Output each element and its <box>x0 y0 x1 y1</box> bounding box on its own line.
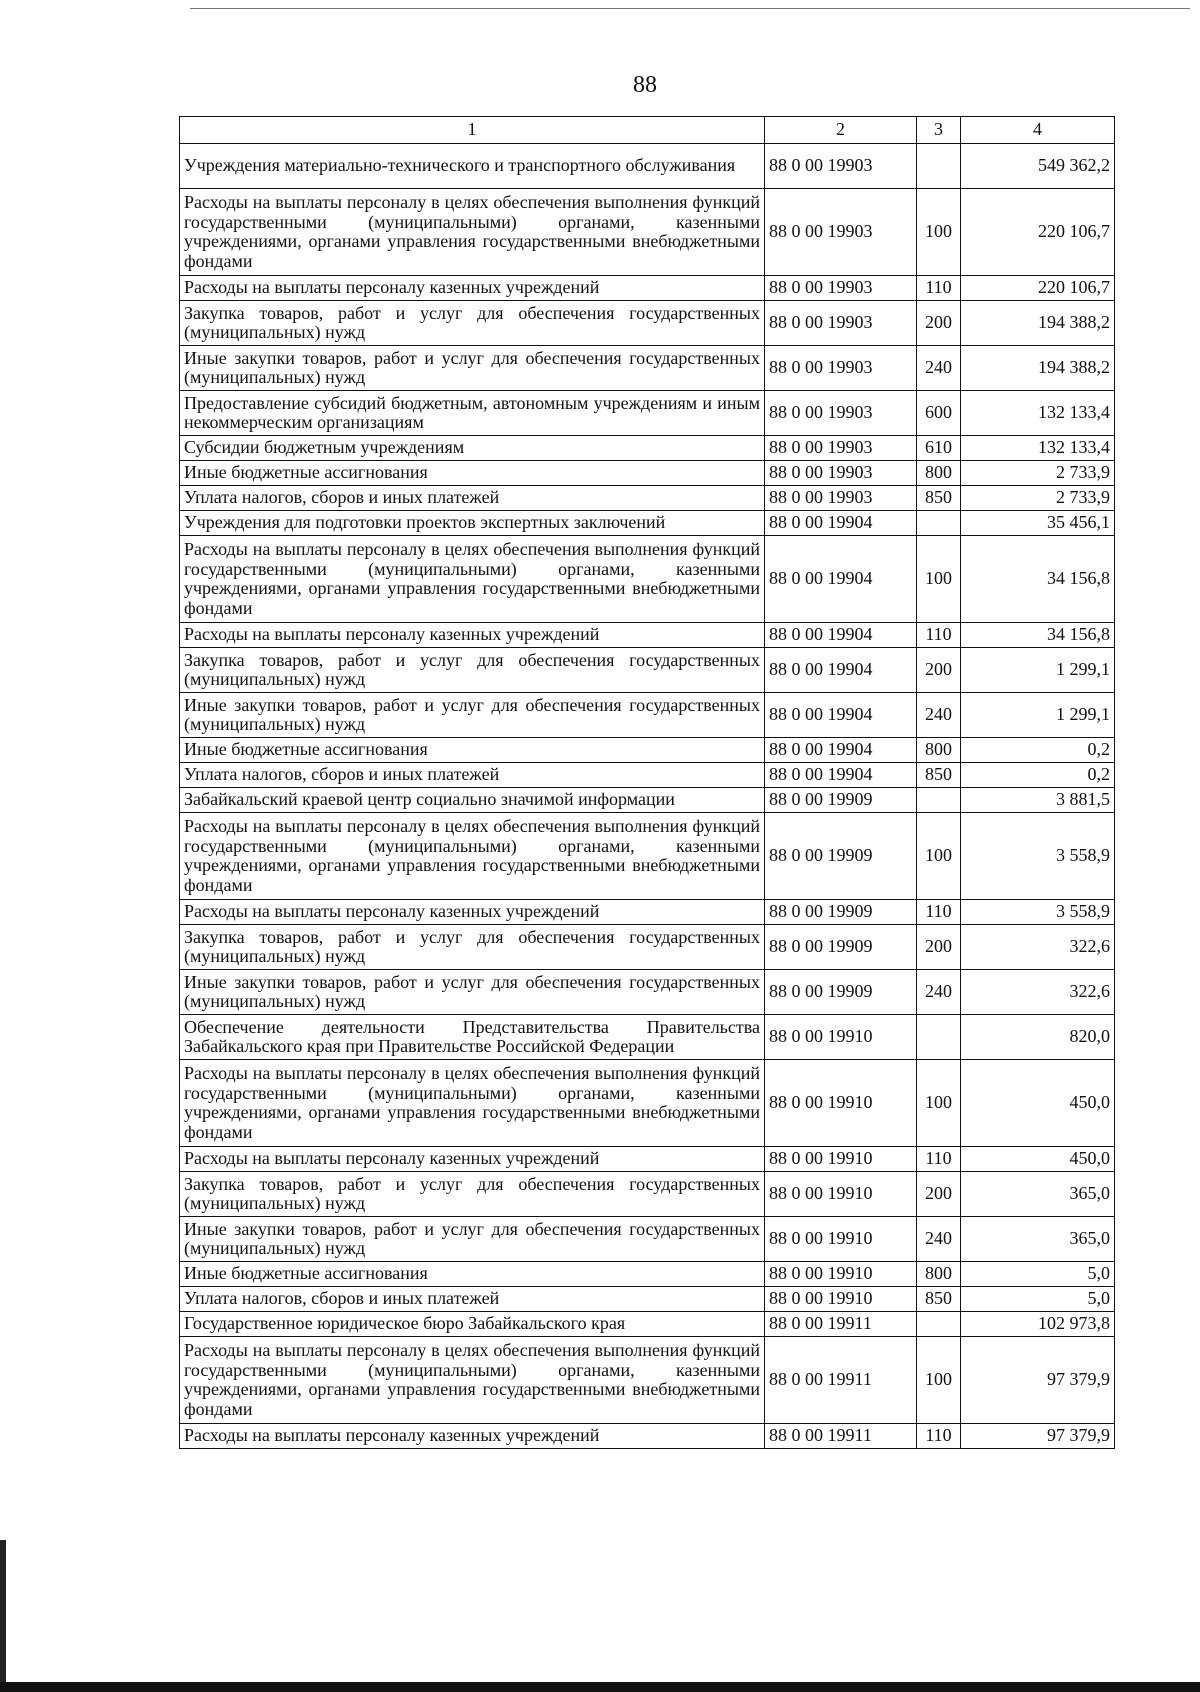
table-row <box>180 1337 1115 1424</box>
row-sum-cell: 5,0 <box>961 1287 1115 1312</box>
row-sum-cell: 1 299,1 <box>961 693 1115 738</box>
row-code-cell: 88 0 00 19910 <box>765 1015 917 1060</box>
row-sum-cell: 0,2 <box>961 738 1115 763</box>
row-name-cell: Обеспечение деятельности Представительства Правительства Забайкальского края при Правительстве Российской Федерации <box>180 1015 765 1060</box>
table-row <box>180 693 1115 738</box>
row-code-cell: 88 0 00 19910 <box>765 1172 917 1217</box>
table-row <box>180 623 1115 648</box>
row-name-cell: Забайкальский краевой центр социально значимой информации <box>180 788 765 813</box>
table-row <box>180 900 1115 925</box>
row-sum-cell: 194 388,2 <box>961 346 1115 391</box>
row-code-cell: 88 0 00 19909 <box>765 970 917 1015</box>
row-name-cell: Расходы на выплаты персоналу казенных учреждений <box>180 623 765 648</box>
row-sum-cell: 132 133,4 <box>961 391 1115 436</box>
scan-edge-shadow <box>0 1540 6 1692</box>
table-row <box>180 1217 1115 1262</box>
scan-edge-line <box>190 8 1190 9</box>
row-expense-type-cell <box>917 144 961 189</box>
table-row <box>180 301 1115 346</box>
row-code-cell: 88 0 00 19910 <box>765 1262 917 1287</box>
row-name-cell: Иные бюджетные ассигнования <box>180 738 765 763</box>
row-sum-cell: 322,6 <box>961 970 1115 1015</box>
row-code-cell: 88 0 00 19911 <box>765 1337 917 1424</box>
row-expense-type-cell: 240 <box>917 346 961 391</box>
row-expense-type-cell: 100 <box>917 813 961 900</box>
row-sum-cell: 2 733,9 <box>961 486 1115 511</box>
row-code-cell: 88 0 00 19903 <box>765 346 917 391</box>
row-code-cell: 88 0 00 19903 <box>765 301 917 346</box>
row-expense-type-cell: 850 <box>917 1287 961 1312</box>
row-sum-cell: 220 106,7 <box>961 189 1115 276</box>
row-expense-type-cell: 200 <box>917 925 961 970</box>
row-code-cell: 88 0 00 19909 <box>765 813 917 900</box>
row-sum-cell: 97 379,9 <box>961 1337 1115 1424</box>
row-code-cell: 88 0 00 19903 <box>765 189 917 276</box>
table-row <box>180 144 1115 189</box>
row-expense-type-cell: 110 <box>917 900 961 925</box>
row-name-cell: Уплата налогов, сборов и иных платежей <box>180 486 765 511</box>
table-row <box>180 970 1115 1015</box>
table-row <box>180 1015 1115 1060</box>
table-row <box>180 511 1115 536</box>
row-name-cell: Иные бюджетные ассигнования <box>180 461 765 486</box>
row-name-cell: Расходы на выплаты персоналу в целях обеспечения выполнения функций государственными (муниципальными) органами, казенными учреждениями, органами управления государственными внебюджетными фондами <box>180 189 765 276</box>
scan-bottom-border <box>0 1682 1200 1692</box>
row-sum-cell: 322,6 <box>961 925 1115 970</box>
table-row <box>180 1424 1115 1449</box>
row-expense-type-cell <box>917 511 961 536</box>
row-name-cell: Предоставление субсидий бюджетным, автономным учреждениям и иным некоммерческим организациям <box>180 391 765 436</box>
row-name-cell: Расходы на выплаты персоналу в целях обеспечения выполнения функций государственными (муниципальными) органами, казенными учреждениями, органами управления государственными внебюджетными фондами <box>180 813 765 900</box>
row-name-cell: Расходы на выплаты персоналу казенных учреждений <box>180 1147 765 1172</box>
row-name-cell: Иные закупки товаров, работ и услуг для обеспечения государственных (муниципальных) нужд <box>180 1217 765 1262</box>
page-number: 88 <box>633 72 657 98</box>
row-name-cell: Закупка товаров, работ и услуг для обеспечения государственных (муниципальных) нужд <box>180 648 765 693</box>
row-expense-type-cell <box>917 1312 961 1337</box>
row-sum-cell: 3 881,5 <box>961 788 1115 813</box>
row-code-cell: 88 0 00 19904 <box>765 536 917 623</box>
row-code-cell: 88 0 00 19903 <box>765 144 917 189</box>
row-code-cell: 88 0 00 19904 <box>765 648 917 693</box>
table-row <box>180 436 1115 461</box>
budget-table <box>179 116 1115 1449</box>
row-name-cell: Иные закупки товаров, работ и услуг для обеспечения государственных (муниципальных) нужд <box>180 970 765 1015</box>
row-name-cell: Закупка товаров, работ и услуг для обеспечения государственных (муниципальных) нужд <box>180 1172 765 1217</box>
row-code-cell: 88 0 00 19911 <box>765 1312 917 1337</box>
row-expense-type-cell: 100 <box>917 1060 961 1147</box>
row-expense-type-cell: 200 <box>917 648 961 693</box>
table-body <box>180 144 1115 1449</box>
row-name-cell: Учреждения материально-технического и транспортного обслуживания <box>180 144 765 189</box>
table-row <box>180 1312 1115 1337</box>
row-sum-cell: 132 133,4 <box>961 436 1115 461</box>
table-row <box>180 648 1115 693</box>
row-sum-cell: 3 558,9 <box>961 813 1115 900</box>
column-header-sum: 4 <box>961 117 1115 144</box>
row-expense-type-cell <box>917 1015 961 1060</box>
row-expense-type-cell: 200 <box>917 1172 961 1217</box>
row-sum-cell: 365,0 <box>961 1217 1115 1262</box>
row-expense-type-cell: 200 <box>917 301 961 346</box>
table-row <box>180 1262 1115 1287</box>
row-sum-cell: 34 156,8 <box>961 536 1115 623</box>
row-sum-cell: 1 299,1 <box>961 648 1115 693</box>
table-row <box>180 189 1115 276</box>
row-code-cell: 88 0 00 19911 <box>765 1424 917 1449</box>
table-row <box>180 1287 1115 1312</box>
row-code-cell: 88 0 00 19909 <box>765 900 917 925</box>
table-row <box>180 925 1115 970</box>
row-expense-type-cell: 100 <box>917 536 961 623</box>
row-expense-type-cell: 100 <box>917 1337 961 1424</box>
row-sum-cell: 194 388,2 <box>961 301 1115 346</box>
row-name-cell: Уплата налогов, сборов и иных платежей <box>180 1287 765 1312</box>
row-sum-cell: 2 733,9 <box>961 461 1115 486</box>
row-expense-type-cell: 240 <box>917 1217 961 1262</box>
row-expense-type-cell: 240 <box>917 693 961 738</box>
table-row <box>180 738 1115 763</box>
row-code-cell: 88 0 00 19904 <box>765 693 917 738</box>
row-name-cell: Иные закупки товаров, работ и услуг для обеспечения государственных (муниципальных) нужд <box>180 693 765 738</box>
row-code-cell: 88 0 00 19903 <box>765 436 917 461</box>
row-code-cell: 88 0 00 19903 <box>765 461 917 486</box>
row-name-cell: Расходы на выплаты персоналу в целях обеспечения выполнения функций государственными (муниципальными) органами, казенными учреждениями, органами управления государственными внебюджетными фондами <box>180 536 765 623</box>
row-expense-type-cell: 850 <box>917 763 961 788</box>
table-row <box>180 1060 1115 1147</box>
row-sum-cell: 102 973,8 <box>961 1312 1115 1337</box>
column-header-code: 2 <box>765 117 917 144</box>
row-sum-cell: 35 456,1 <box>961 511 1115 536</box>
row-name-cell: Расходы на выплаты персоналу в целях обеспечения выполнения функций государственными (муниципальными) органами, казенными учреждениями, органами управления государственными внебюджетными фондами <box>180 1060 765 1147</box>
column-header-name: 1 <box>180 117 765 144</box>
row-sum-cell: 5,0 <box>961 1262 1115 1287</box>
row-name-cell: Субсидии бюджетным учреждениям <box>180 436 765 461</box>
row-name-cell: Закупка товаров, работ и услуг для обеспечения государственных (муниципальных) нужд <box>180 301 765 346</box>
table-row <box>180 763 1115 788</box>
row-expense-type-cell: 110 <box>917 623 961 648</box>
row-expense-type-cell <box>917 788 961 813</box>
row-sum-cell: 820,0 <box>961 1015 1115 1060</box>
row-expense-type-cell: 600 <box>917 391 961 436</box>
row-code-cell: 88 0 00 19904 <box>765 738 917 763</box>
row-sum-cell: 450,0 <box>961 1060 1115 1147</box>
row-name-cell: Расходы на выплаты персоналу казенных учреждений <box>180 1424 765 1449</box>
row-expense-type-cell: 240 <box>917 970 961 1015</box>
row-name-cell: Расходы на выплаты персоналу в целях обеспечения выполнения функций государственными (муниципальными) органами, казенными учреждениями, органами управления государственными внебюджетными фондами <box>180 1337 765 1424</box>
table-row <box>180 813 1115 900</box>
table-row <box>180 536 1115 623</box>
row-code-cell: 88 0 00 19904 <box>765 511 917 536</box>
table-row <box>180 461 1115 486</box>
table-header-row <box>180 117 1115 144</box>
table-row <box>180 486 1115 511</box>
row-name-cell: Закупка товаров, работ и услуг для обеспечения государственных (муниципальных) нужд <box>180 925 765 970</box>
row-name-cell: Расходы на выплаты персоналу казенных учреждений <box>180 276 765 301</box>
row-expense-type-cell: 800 <box>917 1262 961 1287</box>
table-row <box>180 1147 1115 1172</box>
row-sum-cell: 34 156,8 <box>961 623 1115 648</box>
row-expense-type-cell: 610 <box>917 436 961 461</box>
row-code-cell: 88 0 00 19909 <box>765 788 917 813</box>
row-code-cell: 88 0 00 19903 <box>765 486 917 511</box>
row-expense-type-cell: 800 <box>917 461 961 486</box>
row-name-cell: Иные закупки товаров, работ и услуг для обеспечения государственных (муниципальных) нужд <box>180 346 765 391</box>
row-expense-type-cell: 110 <box>917 276 961 301</box>
row-sum-cell: 97 379,9 <box>961 1424 1115 1449</box>
row-code-cell: 88 0 00 19903 <box>765 276 917 301</box>
row-code-cell: 88 0 00 19909 <box>765 925 917 970</box>
row-name-cell: Расходы на выплаты персоналу казенных учреждений <box>180 900 765 925</box>
table-row <box>180 276 1115 301</box>
row-name-cell: Учреждения для подготовки проектов экспертных заключений <box>180 511 765 536</box>
row-code-cell: 88 0 00 19910 <box>765 1060 917 1147</box>
row-code-cell: 88 0 00 19910 <box>765 1147 917 1172</box>
row-sum-cell: 450,0 <box>961 1147 1115 1172</box>
row-name-cell: Иные бюджетные ассигнования <box>180 1262 765 1287</box>
row-sum-cell: 365,0 <box>961 1172 1115 1217</box>
row-expense-type-cell: 110 <box>917 1147 961 1172</box>
row-sum-cell: 0,2 <box>961 763 1115 788</box>
table-row <box>180 391 1115 436</box>
row-name-cell: Уплата налогов, сборов и иных платежей <box>180 763 765 788</box>
column-header-expense-type: 3 <box>917 117 961 144</box>
table-row <box>180 346 1115 391</box>
row-code-cell: 88 0 00 19904 <box>765 623 917 648</box>
row-expense-type-cell: 850 <box>917 486 961 511</box>
row-sum-cell: 220 106,7 <box>961 276 1115 301</box>
row-name-cell: Государственное юридическое бюро Забайкальского края <box>180 1312 765 1337</box>
row-expense-type-cell: 800 <box>917 738 961 763</box>
row-code-cell: 88 0 00 19910 <box>765 1217 917 1262</box>
row-sum-cell: 549 362,2 <box>961 144 1115 189</box>
table-row <box>180 1172 1115 1217</box>
table-row <box>180 788 1115 813</box>
row-sum-cell: 3 558,9 <box>961 900 1115 925</box>
row-expense-type-cell: 100 <box>917 189 961 276</box>
row-code-cell: 88 0 00 19910 <box>765 1287 917 1312</box>
row-code-cell: 88 0 00 19904 <box>765 763 917 788</box>
row-code-cell: 88 0 00 19903 <box>765 391 917 436</box>
row-expense-type-cell: 110 <box>917 1424 961 1449</box>
